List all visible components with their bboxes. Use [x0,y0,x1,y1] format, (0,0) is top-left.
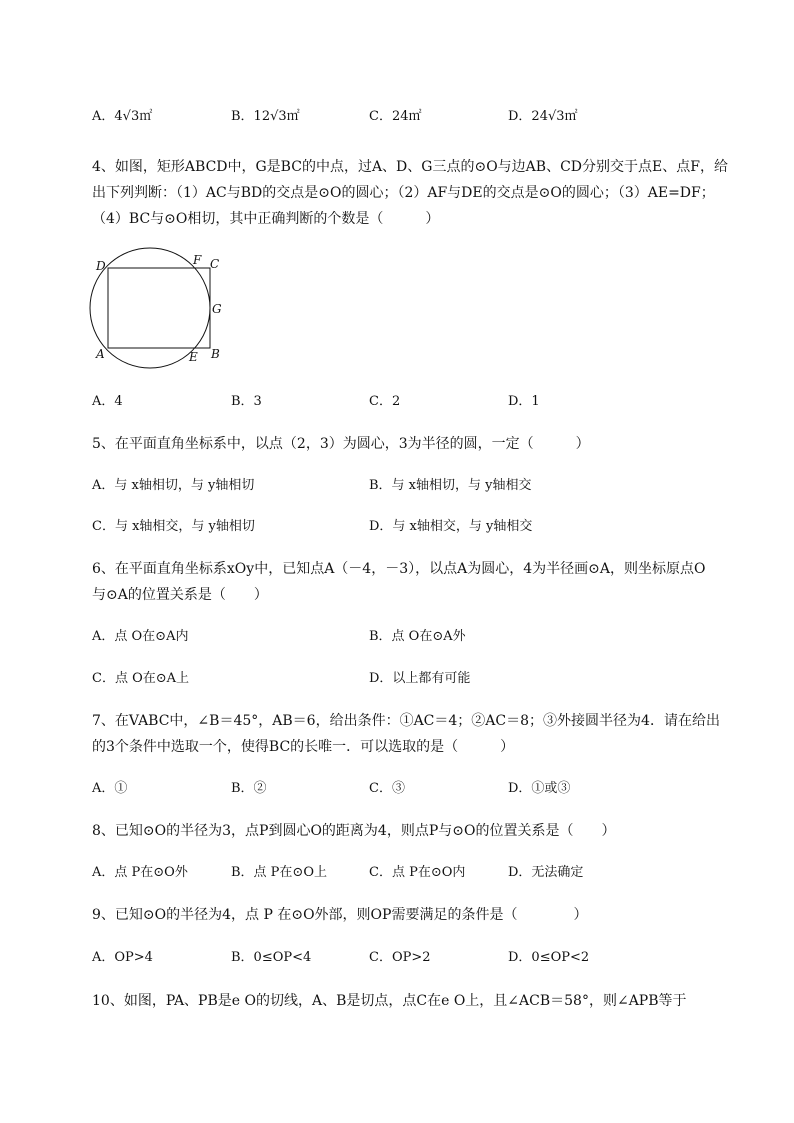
label-c: C [210,257,220,271]
q9-option-c[interactable]: C．OP>2 [369,950,431,965]
q7-option-d[interactable]: D．①或③ [508,781,571,796]
q7-option-b[interactable]: B．② [231,781,267,796]
q4-figure [86,252,236,372]
q3-option-c[interactable]: C．24㎡ [369,109,422,124]
q7-stem-line-2: 的3个条件中选取一个，使得BC的长唯一．可以选取的是（ ） [92,739,515,755]
label-f: F [193,253,202,267]
q4-option-b[interactable]: B．3 [231,394,262,409]
rectangle-abcd [108,268,210,348]
q8-option-d[interactable]: D．无法确定 [508,865,584,880]
q9-option-a[interactable]: A．OP>4 [92,950,153,965]
q4-stem-line-3: （4）BC与⊙O相切，其中正确判断的个数是（ ） [92,211,440,227]
q5-option-a[interactable]: A．与 x轴相切，与 y轴相切 [92,478,255,493]
q8-option-a[interactable]: A．点 P在⊙O外 [92,865,188,880]
q9-stem: 9、已知⊙O的半径为4，点 P 在⊙O外部，则OP需要满足的条件是（ ） [92,907,588,923]
label-b: B [211,347,220,361]
q10-stem: 10、如图，PA、PB是e O的切线，A、B是切点，点C在e O上，且∠ACB＝58°，则∠APB等于 [92,993,687,1009]
q9-option-b[interactable]: B．0≤OP<4 [231,950,312,965]
q4-stem-line-2: 出下列判断：（1）AC与BD的交点是⊙O的圆心；（2）AF与DE的交点是⊙O的圆心；（3）AE=DF； [92,185,715,201]
q6-option-c[interactable]: C．点 O在⊙A上 [92,671,190,686]
q6-option-a[interactable]: A．点 O在⊙A内 [92,629,189,644]
q9-option-d[interactable]: D．0≤OP<2 [508,950,590,965]
q5-option-c[interactable]: C．与 x轴相交，与 y轴相切 [92,519,255,534]
q3-option-d[interactable]: D．24√3㎡ [508,109,578,124]
q4-stem-line-1: 4、如图，矩形ABCD中，G是BC的中点，过A、D、G三点的⊙O与边AB、CD分别交于点E、点F，给 [92,159,728,175]
q5-stem: 5、在平面直角坐标系中，以点（2，3）为圆心，3为半径的圆，一定（ ） [92,436,590,452]
q7-option-c[interactable]: C．③ [369,781,405,796]
q7-option-a[interactable]: A．① [92,781,128,796]
q4-option-d[interactable]: D．1 [508,394,540,409]
label-e: E [189,350,198,364]
q7-stem-line-1: 7、在VABC中，∠B＝45°，AB＝6，给出条件：①AC＝4；②AC＝8；③外接圆半径为4．请在给出 [92,713,720,729]
label-g: G [212,302,222,316]
label-a: A [96,347,105,361]
rectangle-circle-diagram [86,252,236,372]
q6-option-b[interactable]: B．点 O在⊙A外 [369,629,466,644]
label-d: D [96,259,106,273]
q4-option-c[interactable]: C．2 [369,394,401,409]
q3-option-a[interactable]: A．4√3㎡ [92,109,153,124]
q5-option-d[interactable]: D．与 x轴相交，与 y轴相交 [369,519,533,534]
q8-option-b[interactable]: B．点 P在⊙O上 [231,865,327,880]
q5-option-b[interactable]: B．与 x轴相切，与 y轴相交 [369,478,532,493]
q8-stem: 8、已知⊙O的半径为3，点P到圆心O的距离为4，则点P与⊙O的位置关系是（ ） [92,823,616,839]
q6-stem-line-2: 与⊙A的位置关系是（ ） [92,587,268,603]
q4-option-a[interactable]: A．4 [92,394,123,409]
q3-option-b[interactable]: B．12√3㎡ [231,109,300,124]
q8-option-c[interactable]: C．点 P在⊙O内 [369,865,466,880]
q6-stem-line-1: 6、在平面直角坐标系xOy中，已知点A（－4，－3），以点A为圆心，4为半径画⊙A，则坐标原点O [92,561,706,577]
q6-option-d[interactable]: D．以上都有可能 [369,671,471,686]
